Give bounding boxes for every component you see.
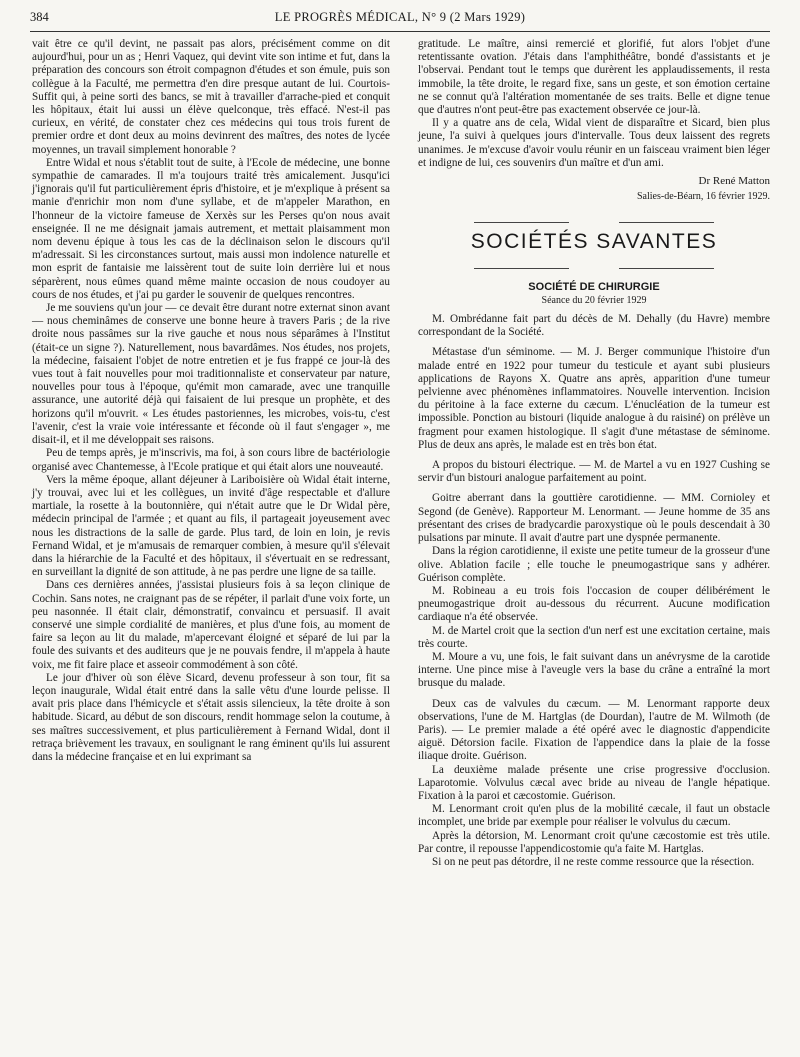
paragraph: Il y a quatre ans de cela, Widal vient de disparaître et Sicard, bien plus jeune, l'a suivi à quelques jours d'intervalle. Tous deux laissent des regrets unanimes. Je m'excuse d'avoir voulu réunir en un faisceau vraiment bien léger et indigne de lui, ces souvenirs d'un maître et d'un ami.	[418, 117, 770, 169]
paragraph: Vers la même époque, allant déjeuner à Lariboisière où Widal était interne, j'y trouvai, avec lui et les collègues, un invité d'âge respectable et d'allure martiale, la rosette à la boutonnière, qui n'était autre que le Dr Widal père, médecin principal de l'armée ; et quant au fils, il partageait joyeusement avec nous les distractions de la salle de garde. Plus tard, de loin en loin, je revis Fernand Widal, et je m'amusais de remarquer combien, à mesure qu'il s'élevait dans la hiérarchie de la Faculté et des hôpitaux, il s'évertuait en se redressant, en surveillant la dignité de son attitude, à ne pas perdre une ligne de sa taille.	[32, 473, 390, 579]
ornament-divider	[474, 263, 714, 273]
report-paragraph: M. de Martel croit que la section d'un nerf est une excitation certaine, mais très courte.	[418, 624, 770, 650]
paragraph: Dans ces dernières années, j'assistai plusieurs fois à sa leçon clinique de Cochin. Sans notes, ne craignant pas de se répéter, il parlait d'une voix forte, un peu nasonnée. Il était clair, démonstratif, convaincu et persuasif. Il avait conservé une simple cordialité de manières, et plus d'une fois, au moment de faire sa leçon au lit du malade, m'apercevant éloigné et séparé de lui par la foule des suivants et des auditeurs que je ne pouvais fendre, il m'appela à haute voix, me fit faire place et asseoir commodément à son côté.	[32, 579, 390, 671]
paragraph: gratitude. Le maître, ainsi remercié et glorifié, fut alors l'objet d'une retentissante ovation. J'étais dans l'amphithéâtre, bondé d'assistants et je l'observai. Pendant tout le temps que durèrent les applaudissements, il resta immobile, la tête droite, le regard fixe, sans un geste, et son émotion certaine ne se connut qu'à l'altération momentanée de ses traits. Belle et digne tenue que d'autres n'ont peut-être pas exactement observée ce jour-là.	[418, 38, 770, 117]
section-title: SOCIÉTÉS SAVANTES	[470, 230, 718, 254]
header-rule	[30, 31, 770, 32]
page-number: 384	[30, 10, 49, 24]
report-paragraph: Deux cas de valvules du cæcum. — M. Lenormant rapporte deux observations, l'une de M. Hartglas (de Dourdan), l'autre de M. Wilmoth (de Paris). — Le premier malade a été opéré avec le diagnostic d'appendicite aiguë. Détorsion facile. Fixation de l'appendice dans la plaie de la fosse iliaque droite. Guérison.	[418, 697, 770, 763]
paragraph: Le jour d'hiver où son élève Sicard, devenu professeur à son tour, fit sa leçon inaugurale, Widal était entré dans la salle vêtu d'une lourde pelisse. Il avait pris place dans l'hémicycle et s'était assis silencieux, la tête droite à son habitude. Sicard, au début de son discours, rendit hommage selon la coutume, à ses maîtres successivement, et plus particulièrement à Fernand Widal, dont il retraça brièvement les travaux, en soulignant le rang éminent qu'ils lui assurent dans la médecine française et en lui exprimant sa	[32, 671, 390, 763]
seance-date: Séance du 20 février 1929	[541, 294, 647, 306]
author-signature: Dr René Matton	[698, 175, 770, 188]
journal-title: LE PROGRÈS MÉDICAL, N° 9 (2 Mars 1929)	[274, 10, 526, 24]
ornament-divider	[474, 217, 714, 227]
report-paragraph: Goitre aberrant dans la gouttière carotidienne. — MM. Cornioley et Segond (de Genève). Rapporteur M. Lenormant. — Jeune homme de 35 ans présentant des crises de bradycardie paroxystique où le pouls descendait à 30 pulsations par minute. Il avait d'autre part une dyspnée permanente.	[418, 492, 770, 545]
paragraph: Entre Widal et nous s'établit tout de suite, à l'Ecole de médecine, une bonne sympathie de camarades. Il m'a toujours traité très amicalement. Jusqu'ici j'ignorais qu'il fut particulièrement épris d'histoire, et je m'explique à présent sa manie d'enrichir mon nom d'une syllabe, et de m'appeler Marathon, en l'honneur de la victoire fameuse de Xerxès sur les Perses qu'on nous avait enseignée. Il ne me désignait jamais autrement, et mettait plaisamment mon nom devenu épique à tous les cas de la déclinaison selon le discours qu'il m'adressait. Si les circonstances surtout, mais aussi mon indolence naturelle et mon esprit de fantaisie me laissèrent tout de suite loin derrière lui et nous séparèrent, nous eûmes quand même mainte occasion de nous coudoyer au cours de nos études, et j'ai pu garder le souvenir de quelques rencontres.	[32, 156, 390, 301]
right-column	[418, 38, 770, 869]
report-paragraph: Dans la région carotidienne, il existe une petite tumeur de la grosseur d'une olive. Ablation facile ; elle touche le pneumogastrique sans y adhérer. Guérison complète.	[418, 545, 770, 584]
place-date: Salies-de-Béarn, 16 février 1929.	[636, 191, 770, 203]
page-header	[30, 8, 770, 28]
report-paragraph: A propos du bistouri électrique. — M. de Martel a vu en 1927 Cushing se servir d'un bistouri analogue parfaitement au point.	[418, 459, 770, 485]
paragraph: vait être ce qu'il devint, ne passait pas alors, précisément comme on dit aujourd'hui, pour un as ; Henri Vaquez, qui devint vite son intime et fut, dans la préparation des concours son étroit compagnon d'études et son émule, puis son collègue à la Faculté, me permettra d'en dire presque autant de lui. Courtois-Suffit qui, à peine sorti des bancs, se mit à travailler d'arrache-pied et conquit les hôpitaux, était lui aussi un élève quelconque, très effacé. N'est-il pas curieux, en vérité, de constater chez ces médecins qui tous trois furent de premier ordre et dont deux au moins devinrent des maîtres, des notes de lycée moyennes, un travail simplement honorable ?	[32, 38, 390, 156]
report-paragraph: Métastase d'un séminome. — M. J. Berger communique l'histoire d'un malade entré en 1922 pour tumeur du testicule et ayant subi plusieurs applications de Rayons X. Quatre ans après, apparition d'une tumeur pelvienne avec phénomènes inflammatoires. Nouvelle intervention. Incision du péritoine à la face externe du cæcum. L'énucléation de la tumeur est impossible. Ponction au bistouri (liquide analogue à du raisiné) on prélève un fragment pour examen histologique. Il s'agit d'une métastase de séminome. Plus de deux ans après, le malade est en très bon état.	[418, 346, 770, 451]
report-paragraph: Après la détorsion, M. Lenormant croit qu'une cæcostomie est très utile. Par contre, il repousse l'appendicostomie qu'a faite M. Hartglas.	[418, 829, 770, 855]
society-title: SOCIÉTÉ DE CHIRURGIE	[528, 280, 660, 293]
report-paragraph: M. Moure a vu, une fois, le fait suivant dans un anévrysme de la carotide interne. Une pince mise à l'aveugle vers la base du crâne a entraîné la mort brusque du malade.	[418, 650, 770, 690]
paragraph: Je me souviens qu'un jour — ce devait être durant notre externat sinon avant — nous cheminâmes de conserve une bonne heure à travers Paris ; de la rive droite nous passâmes sur la rive gauche et nous nous séparâmes à l'Institut (était-ce un signe ?). Naturellement, nous bavardâmes. Nos études, nos projets, la médecine, faisaient l'objet de notre entretien et je fus frappé ce jour-là des vues tout à fait nouvelles pour moi traditionnaliste et conservateur par nature, nouvelles pour tous à l'époque, qu'émit mon camarade, avec une tranquille assurance, une autorité déjà qui faisaient de lui presque un prophète, et des horizons qu'il m'ouvrit. « Les études pastoriennes, les microbes, vois-tu, c'est l'avenir, c'est la vraie voie intéressante et féconde où il faut s'engager », me disait-il, et il me développait ses raisons.	[32, 302, 390, 447]
report-paragraph: M. Ombrédanne fait part du décès de M. Dehally (du Havre) membre correspondant de la Société.	[418, 313, 770, 339]
report-paragraph: Si on ne peut pas détordre, il ne reste comme ressource que la résection.	[432, 855, 755, 868]
report-paragraph: M. Lenormant croit qu'en plus de la mobilité cæcale, il faut un obstacle incomplet, une bride par exemple pour réaliser le volvulus du cæcum.	[418, 803, 770, 829]
report-paragraph: M. Robineau a eu trois fois l'occasion de couper délibérément le pneumogastrique droit au-dessous du récurrent. Aucune modification cardiaque n'a été observée.	[418, 584, 770, 624]
report-paragraph: La deuxième malade présente une crise progressive d'occlusion. Laparotomie. Volvulus cæcal avec bride au niveau de l'angle hépatique. Fixation à la paroi et cæcostomie. Guérison.	[418, 763, 770, 802]
paragraph: Peu de temps après, je m'inscrivis, ma foi, à son cours libre de bactériologie organisé avec Chantemesse, à l'Ecole pratique et qui était alors une nouveauté.	[32, 447, 390, 473]
left-column	[32, 38, 390, 764]
